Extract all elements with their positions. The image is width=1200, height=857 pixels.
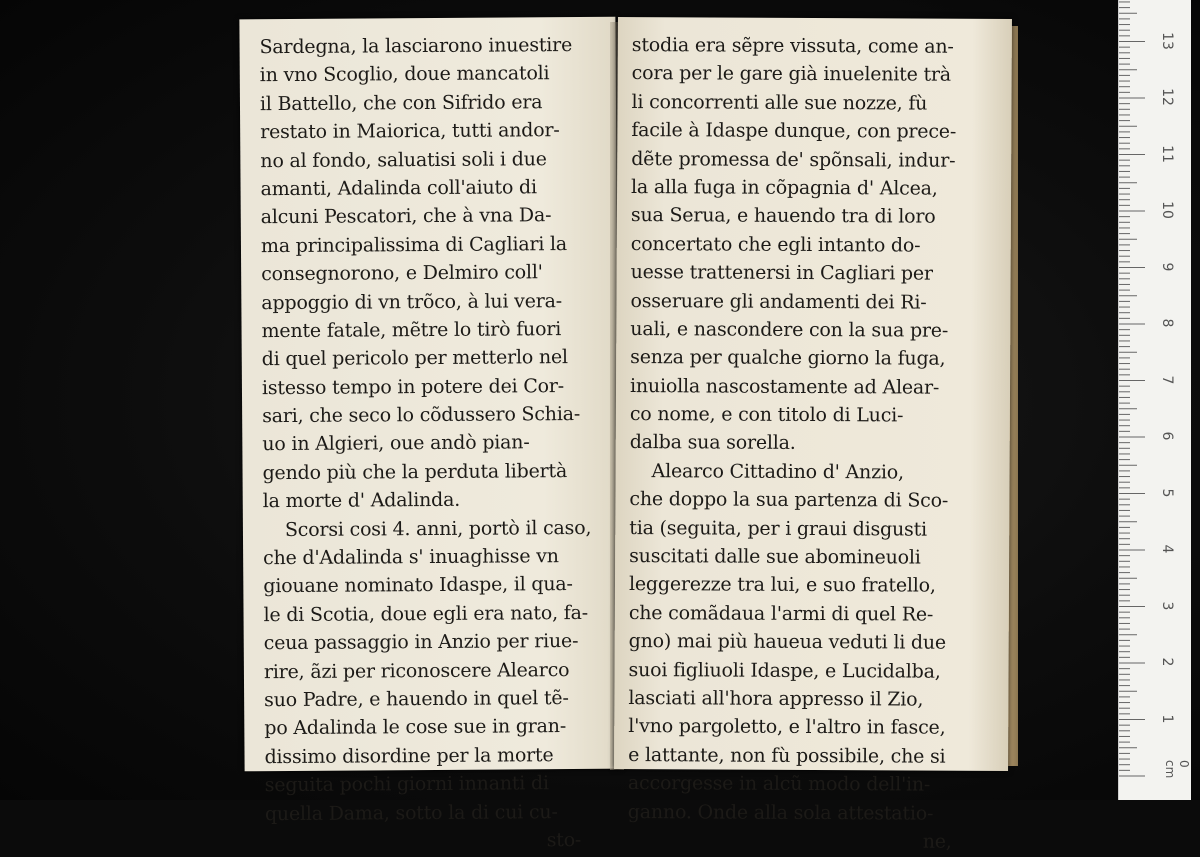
text-line: concertato che egli intanto do- — [630, 232, 921, 257]
text-line: facile à Idaspe dunque, con prece- — [631, 119, 957, 143]
text-line: la morte d' Adalinda. — [262, 489, 461, 513]
text-line: lasciati all'hora appresso il Zio, — [628, 687, 924, 711]
text-line: tia (seguita, per i graui disgusti — [629, 516, 927, 541]
text-line: ceua passaggio in Anzio per riue- — [263, 630, 579, 655]
text-line: dalba sua sorella. — [629, 431, 796, 455]
right-page — [614, 17, 1012, 853]
text-line: uo in Algieri, oue andò pian- — [262, 431, 530, 456]
text-line: quella Dama, sotto la di cui cu- — [264, 800, 558, 825]
left-page — [239, 17, 620, 852]
ruler-number: 10 — [1159, 201, 1175, 219]
text-line: Sardegna, la lasciarono inuestire — [259, 33, 573, 59]
text-line: sari, che seco lo cõdussero Schia- — [262, 403, 581, 428]
text-line: in vno Scoglio, doue mancatoli — [259, 62, 550, 87]
ruler-number: 3 — [1159, 601, 1175, 610]
catchword: ne, — [922, 830, 952, 853]
text-line: uali, e nascondere con la sua pre- — [630, 317, 949, 342]
text-line: li concorrenti alle sue nozze, fù — [631, 90, 928, 115]
catchword: sto- — [546, 828, 582, 852]
text-line: le di Scotia, doue egli era nato, fa- — [263, 601, 588, 626]
ruler-number: 1 — [1159, 714, 1175, 723]
text-line: seguita pochi giorni innanti di — [264, 772, 549, 797]
ruler-number: 11 — [1159, 144, 1175, 163]
text-line: suoi figliuoli Idaspe, e Lucidalba, — [628, 658, 941, 683]
measurement-ruler — [1118, 0, 1191, 800]
text-line: no al fondo, saluatisi soli i due — [260, 147, 547, 172]
text-line: accorgesse in alcũ modo dell'in- — [627, 772, 931, 796]
text-line: suscitati dalle sue abomineuoli — [629, 545, 921, 569]
text-line: che comãdaua l'armi di quel Re- — [628, 601, 934, 626]
text-line: ganno. Onde alla sola attestatio- — [627, 800, 934, 825]
text-line: gendo più che la perduta libertà — [262, 459, 568, 485]
text-line: rire, ãzi per riconoscere Alearco — [263, 658, 570, 683]
ruler-number: 5 — [1159, 488, 1175, 497]
text-line: consegnorono, e Delmiro coll' — [261, 261, 543, 286]
text-line: dissimo disordine per la morte — [264, 743, 554, 768]
text-line: inuiolla nascostamente ad Alear- — [629, 374, 940, 399]
ruler-ticks — [1119, 0, 1191, 800]
paragraph-start-line: Scorsi cosi 4. anni, portò il caso, — [284, 516, 592, 541]
ruler-number: 7 — [1159, 375, 1175, 384]
text-line: che doppo la sua partenza di Sco- — [629, 488, 949, 512]
text-line: co nome, e con titolo di Luci- — [629, 403, 904, 427]
ruler-number: 9 — [1159, 262, 1175, 271]
text-line: leggerezze tra lui, e suo fratello, — [628, 573, 936, 598]
text-line: restato in Maiorica, tutti andor- — [260, 119, 560, 144]
text-line: suo Padre, e hauendo in quel tẽ- — [264, 687, 569, 712]
ruler-unit-label: 0 cm — [1163, 760, 1191, 779]
text-line: il Battello, che con Sifrido era — [259, 90, 543, 115]
text-line: la alla fuga in cõpagnia d' Alcea, — [631, 175, 938, 200]
text-line: uesse trattenersi in Cagliari per — [630, 261, 933, 285]
text-line: ma principalissima di Cagliari la — [260, 232, 568, 257]
text-line: appoggio di vn trõco, à lui vera- — [261, 289, 563, 314]
ruler-number: 2 — [1159, 657, 1175, 667]
text-line: dẽte promessa de' spõnsali, indur- — [631, 147, 956, 172]
text-line: osseruare gli andamenti dei Ri- — [630, 289, 927, 314]
text-line: po Adalinda le cose sue in gran- — [264, 715, 567, 740]
text-line: gno) mai più haueua veduti li due — [628, 630, 947, 654]
text-line: istesso tempo in potere dei Cor- — [261, 374, 565, 399]
text-line: che d'Adalinda s' inuaghisse vn — [263, 545, 559, 570]
text-line: di quel pericolo per metterlo nel — [261, 346, 568, 371]
left-page-text — [259, 31, 611, 857]
text-line: sua Serua, e hauendo tra di loro — [630, 204, 936, 228]
ruler-number: 8 — [1159, 318, 1175, 328]
text-line: stodia era sẽpre vissuta, come an- — [631, 34, 954, 58]
open-booklet — [238, 18, 1018, 853]
text-line: senza per qualche giorno la fuga, — [630, 346, 946, 370]
text-line: amanti, Adalinda coll'aiuto di — [260, 176, 537, 201]
right-page-text — [628, 31, 986, 856]
ruler-number: 12 — [1159, 88, 1175, 106]
text-line: l'vno pargoletto, e l'altro in fasce, — [628, 715, 946, 740]
text-line: cora per le gare già inuelenite trà — [631, 62, 952, 87]
paragraph-start-line: Alearco Cittadino d' Anzio, — [651, 460, 904, 484]
text-line: e lattante, non fù possibile, che si — [628, 743, 946, 768]
ruler-number: 13 — [1159, 31, 1175, 50]
ruler-number: 4 — [1159, 544, 1175, 554]
text-line: alcuni Pescatori, che à vna Da- — [260, 204, 552, 229]
ruler-number: 6 — [1159, 431, 1175, 441]
text-line: mente fatale, mẽtre lo tirò fuori — [261, 317, 562, 343]
text-line: giouane nominato Idaspe, il qua- — [263, 573, 573, 598]
